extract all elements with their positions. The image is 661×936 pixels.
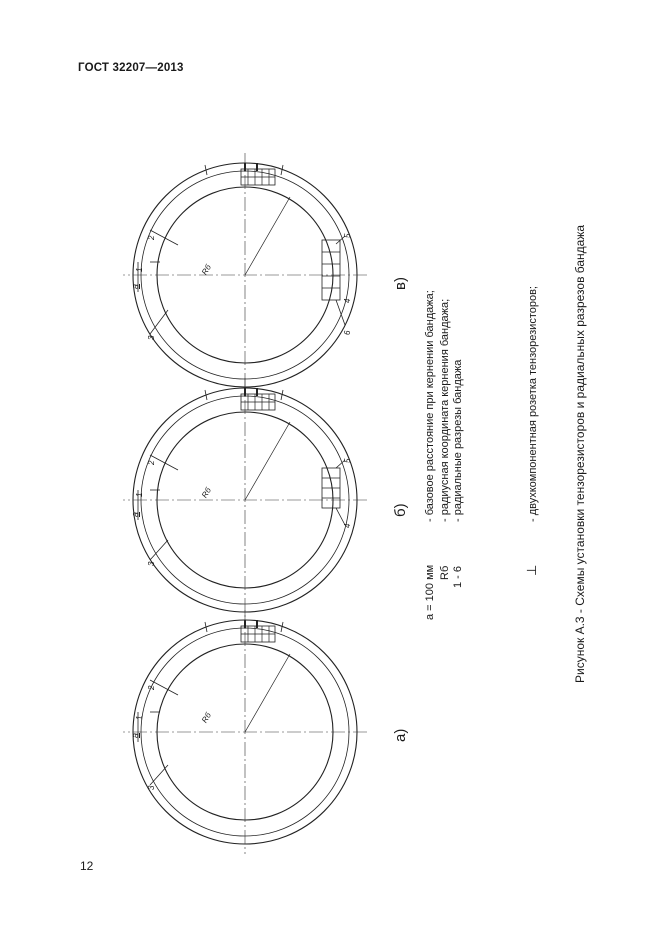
legend-text-a: - базовое расстояние при кернении бандажа;	[424, 290, 436, 522]
legend-key-rb: Rб	[439, 565, 451, 580]
panel-a-label: а)	[392, 728, 409, 742]
panel-a-marker-2: 2	[147, 685, 156, 690]
panel-b-marker-a: a	[130, 511, 140, 517]
panel-c-marker-a: a	[130, 283, 140, 289]
standard-header: ГОСТ 32207—2013	[78, 62, 184, 74]
legend-key-a: а = 100 мм	[424, 564, 436, 620]
panel-a-radius-label: Rб	[200, 711, 213, 725]
panel-c-marker-2: 2	[147, 235, 156, 240]
panel-c-marker-5: 5	[343, 233, 352, 238]
panel-a-marker-3: 3	[147, 785, 156, 790]
figure-caption: Рисунок А.3 - Схемы установки тензорезисторов и радиальных разрезов бандажа	[573, 224, 587, 683]
panel-c-label: в)	[392, 277, 409, 290]
panel-c-marker-1: 1	[135, 267, 144, 272]
panel-b-radius-label: Rб	[200, 486, 213, 500]
panel-c-marker-4: 4	[343, 298, 352, 303]
legend-key-cuts: 1 - 6	[452, 565, 464, 588]
panel-b-label: б)	[392, 503, 409, 517]
panel-b-marker-4: 4	[343, 523, 352, 528]
ring-panel-c	[123, 153, 367, 397]
panel-a-marker-a: a	[130, 732, 140, 738]
panel-c-radius-label: Rб	[200, 263, 213, 277]
panel-b-marker-3: 3	[147, 561, 156, 566]
legend-symbol-text: - двухкомпонентная розетка тензорезисторов;	[527, 286, 539, 522]
legend-text-rb: - радиусная координата кернения бандажа;	[439, 298, 451, 522]
ring-panel-a	[123, 610, 367, 854]
panel-c-marker-6: 6	[343, 330, 352, 335]
panel-b-marker-2: 2	[147, 460, 156, 465]
panel-b-marker-1: 1	[135, 492, 144, 497]
panel-c-marker-3: 3	[147, 335, 156, 340]
ring-panel-b	[123, 378, 367, 622]
legend-text-cuts: - радиальные разрезы бандажа	[452, 359, 464, 522]
panel-a-marker-1: 1	[135, 715, 144, 720]
panel-b-marker-5: 5	[343, 458, 352, 463]
page-number: 12	[80, 859, 94, 873]
legend-symbol: ⊥	[524, 564, 539, 576]
